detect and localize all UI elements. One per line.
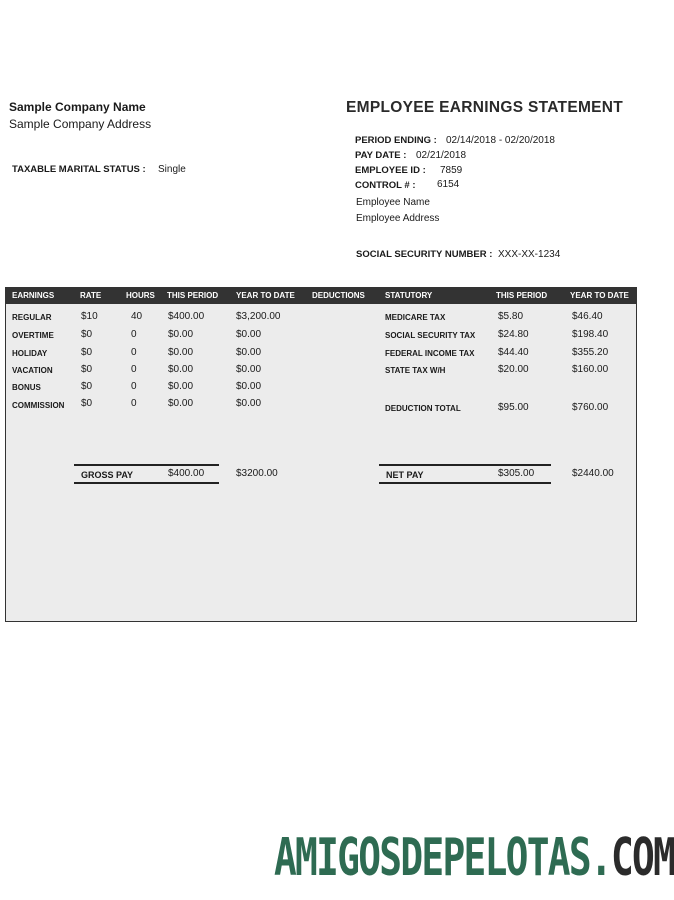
header-statutory: STATUTORY — [385, 291, 433, 300]
earning-this-period: $0.00 — [168, 329, 194, 340]
earning-hours: 0 — [131, 381, 137, 392]
header-stat-this-period: THIS PERIOD — [496, 291, 548, 300]
pay-date-value: 02/21/2018 — [416, 150, 467, 161]
gross-pay-top-rule — [74, 464, 219, 466]
header-rate: RATE — [80, 291, 102, 300]
watermark-tld: COM — [610, 828, 674, 889]
deduction-total-ytd: $760.00 — [572, 402, 609, 413]
statutory-name: STATE TAX W/H — [385, 366, 446, 375]
gross-pay-bottom-rule — [74, 482, 219, 484]
earning-rate: $10 — [81, 311, 98, 322]
header-deductions: DEDUCTIONS — [312, 291, 365, 300]
control-number-label: CONTROL # : — [355, 180, 416, 191]
earning-this-period: $0.00 — [168, 381, 194, 392]
ssn-value: XXX-XX-1234 — [498, 249, 561, 260]
company-name: Sample Company Name — [9, 100, 146, 114]
earning-hours: 0 — [131, 398, 137, 409]
header-year-to-date: YEAR TO DATE — [236, 291, 295, 300]
earning-this-period: $400.00 — [168, 311, 205, 322]
earning-this-period: $0.00 — [168, 398, 194, 409]
earning-name: HOLIDAY — [12, 349, 48, 358]
site-watermark — [274, 828, 674, 888]
deduction-total-this-period: $95.00 — [498, 402, 529, 413]
earning-ytd: $0.00 — [236, 398, 262, 409]
period-ending-label: PERIOD ENDING : — [355, 135, 437, 146]
ssn-label: SOCIAL SECURITY NUMBER : — [356, 249, 493, 260]
header-hours: HOURS — [126, 291, 155, 300]
employee-name: Employee Name — [356, 197, 430, 208]
earning-ytd: $0.00 — [236, 364, 262, 375]
statutory-name: FEDERAL INCOME TAX — [385, 349, 475, 358]
marital-status-label: TAXABLE MARITAL STATUS : — [12, 164, 146, 175]
earning-name: VACATION — [12, 366, 53, 375]
gross-pay-label: GROSS PAY — [81, 470, 134, 480]
gross-pay-ytd: $3200.00 — [236, 468, 278, 479]
earning-this-period: $0.00 — [168, 347, 194, 358]
watermark-main: AMIGOSDEPELOTAS — [274, 828, 590, 889]
company-address: Sample Company Address — [9, 117, 152, 131]
net-pay-bottom-rule — [379, 482, 551, 484]
pay-date-label: PAY DATE : — [355, 150, 407, 161]
earning-hours: 0 — [131, 329, 137, 340]
statutory-ytd: $160.00 — [572, 364, 609, 375]
statutory-ytd: $198.40 — [572, 329, 609, 340]
statutory-ytd: $46.40 — [572, 311, 603, 322]
earning-name: REGULAR — [12, 313, 52, 322]
header-this-period: THIS PERIOD — [167, 291, 219, 300]
marital-status-value: Single — [158, 164, 186, 175]
earning-name: BONUS — [12, 383, 41, 392]
earning-name: COMMISSION — [12, 401, 65, 410]
watermark-dot: . — [589, 828, 611, 889]
table-header-row — [6, 288, 636, 304]
net-pay-this-period: $305.00 — [498, 468, 535, 479]
earnings-table — [5, 287, 637, 622]
earning-ytd: $0.00 — [236, 329, 262, 340]
net-pay-ytd: $2440.00 — [572, 468, 614, 479]
net-pay-label: NET PAY — [386, 470, 424, 480]
statutory-name: SOCIAL SECURITY TAX — [385, 331, 476, 340]
net-pay-top-rule — [379, 464, 551, 466]
statutory-ytd: $355.20 — [572, 347, 609, 358]
document-title: EMPLOYEE EARNINGS STATEMENT — [346, 99, 624, 116]
earning-rate: $0 — [81, 364, 93, 375]
statutory-name: MEDICARE TAX — [385, 313, 446, 322]
earning-hours: 40 — [131, 311, 143, 322]
earning-ytd: $3,200.00 — [236, 311, 281, 322]
earning-hours: 0 — [131, 347, 137, 358]
control-number-value: 6154 — [437, 179, 460, 190]
earning-this-period: $0.00 — [168, 364, 194, 375]
employee-id-value: 7859 — [440, 165, 463, 176]
earning-rate: $0 — [81, 398, 93, 409]
earning-rate: $0 — [81, 347, 93, 358]
earning-ytd: $0.00 — [236, 381, 262, 392]
gross-pay-this-period: $400.00 — [168, 468, 205, 479]
employee-address: Employee Address — [356, 213, 440, 224]
header-stat-year-to-date: YEAR TO DATE — [570, 291, 629, 300]
earning-rate: $0 — [81, 381, 93, 392]
statutory-this-period: $5.80 — [498, 311, 524, 322]
earning-ytd: $0.00 — [236, 347, 262, 358]
header-earnings: EARNINGS — [12, 291, 55, 300]
deduction-total-label: DEDUCTION TOTAL — [385, 404, 461, 413]
statutory-this-period: $20.00 — [498, 364, 529, 375]
statutory-this-period: $24.80 — [498, 329, 529, 340]
earning-hours: 0 — [131, 364, 137, 375]
period-ending-value: 02/14/2018 - 02/20/2018 — [446, 135, 555, 146]
statutory-this-period: $44.40 — [498, 347, 529, 358]
earning-name: OVERTIME — [12, 331, 54, 340]
earning-rate: $0 — [81, 329, 93, 340]
employee-id-label: EMPLOYEE ID : — [355, 165, 426, 176]
